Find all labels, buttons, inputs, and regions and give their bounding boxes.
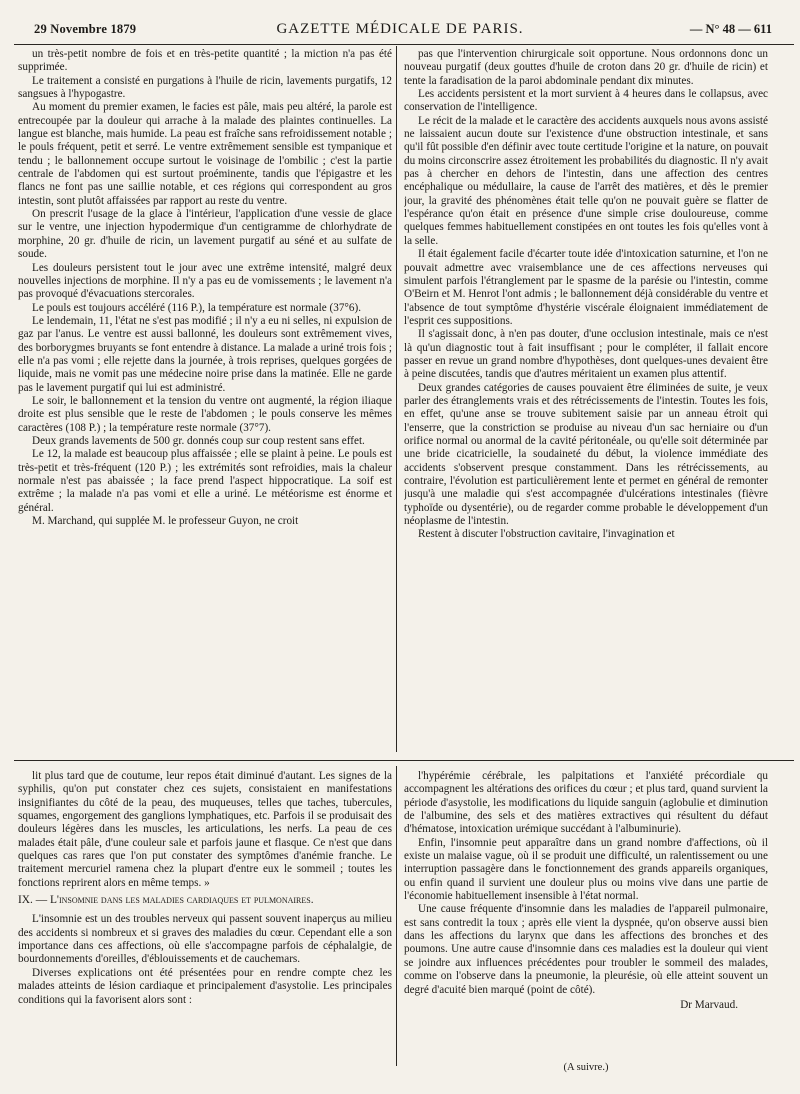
paragraph: l'hypérémie cérébrale, les palpitations et l'anxiété précordiale qu accompagnent les altérations des orifices du cœur ; et plus tard, quand survient la période d'asystolie, les modifications du liquide sanguin (aglobulie et diminution de l'albumine, des sels et des matières extractives qui résultent du défaut d'hématose, intoxication urémique succédant à l'albuminurie). — [404, 770, 768, 836]
paragraph: Le pouls est toujours accéléré (116 P.), la température est normale (37°6). — [32, 301, 362, 314]
paragraph: Deux grands lavements de 500 gr. donnés coup sur coup restent sans effet. — [32, 434, 365, 447]
section-heading: IX. — L'insomnie dans les maladies cardiaques et pulmonaires. — [18, 894, 314, 907]
paragraph: Le 12, la malade est beaucoup plus affaissée ; elle se plaint à peine. Le pouls est très-petit et très-fréquent (120 P.) ; les extrémités sont refroidies, mais la chaleur normale n'est pas abaissée ; la face prend l'aspect hippocratique. La soif est extrême ; la malade n'a pas vomi et elle a uriné. Le météorisme est énorme et général. — [18, 448, 392, 514]
section-rule — [14, 760, 794, 761]
column-top-left — [18, 48, 392, 748]
journal-title: GAZETTE MÉDICALE DE PARIS. — [276, 21, 524, 37]
to-be-continued: (A suivre.) — [563, 1062, 609, 1073]
paragraph: Enfin, l'insomnie peut apparaître dans un grand nombre d'affections, où il existe un malaise vague, où il se produit une difficulté, un ralentissement ou une interruption passagère dans le fonctionnement des grands appareils organiques, ou enfin quand il survient une douleur plus ou moins vive dans une partie de l'économie habituellement insensible à l'état normal. — [404, 836, 768, 903]
paragraph: Diverses explications ont été présentées pour en rendre compte chez les malades atteints de lésion cardiaque et principalement d'asystolie. Les principales conditions qui la favorisent alors sont : — [18, 966, 392, 1006]
column-divider-top — [396, 46, 397, 752]
paragraph: Les accidents persistent et la mort survient à 4 heures dans le collapsus, avec conservation de l'intelligence. — [404, 88, 768, 114]
paragraph: Une cause fréquente d'insomnie dans les maladies de l'appareil pulmonaire, est sans contredit la toux ; après elle vient la dyspnée, qu'on observe aussi bien dans les affections du larynx que dans les affections des bronches et des poumons. Une autre cause d'insomnie dans ces maladies est la douleur qui vient se joindre aux influences précédentes pour troubler le sommeil des malades, comme on l'observe dans la pneumonie, la pleurésie, où elle atteint souvent un degré d'acuité bien marqué (point de côté). — [404, 903, 768, 996]
paragraph: Le traitement a consisté en purgations à l'huile de ricin, lavements purgatifs, 12 sangsues à l'hypogastre. — [18, 74, 392, 101]
paragraph: Il s'agissait donc, à n'en pas douter, d'une occlusion intestinale, mais ce n'est là qu'un diagnostic tout à fait insuffisant ; pour le compléter, il fallait encore passer en revue un grand nombre d'hypothèses, dont quelques-unes devaient être à peine discutées, tandis que d'autres méritaient un examen plus attentif. — [404, 328, 768, 381]
paragraph: pas que l'intervention chirurgicale soit opportune. Nous ordonnons donc un nouveau purgatif (deux gouttes d'huile de croton dans 20 gr. d'huile de ricin) et tente la faradisation de la paroi abdominale pendant dix minutes. — [404, 48, 768, 87]
column-divider-bottom — [396, 766, 397, 1066]
paragraph: Il était également facile d'écarter toute idée d'intoxication saturnine, et l'on ne pouvait admettre avec vraisemblance une de ces affections nerveuses qui simulent parfois l'étranglement par le spasme de la parésie ou l'intestin, comme O'Beirn et M. Henrot l'ont admis ; le ballonnement déjà considérable du ventre et l'absence de tout symptôme d'hystérie viscérale éloignaient immédiatement de l'esprit ces suppositions. — [404, 248, 768, 327]
paragraph: L'insomnie est un des troubles nerveux qui passent souvent inaperçus au milieu des accidents si nombreux et si graves des maladies du cœur. Cependant elle a son importance dans ces affections, où elle s'accompagne parfois de céphalalgie, de bourdonnements d'oreilles, d'éblouissements et de cauchemars. — [18, 913, 392, 966]
paragraph: Deux grandes catégories de causes pouvaient être éliminées de suite, je veux parler des étranglements vrais et des rétrécissements de l'intestin. Toutes les fois, en effet, qu'une anse se trouve subitement saisie par un anneau étroit qui l'enserre, que la constriction se produise au niveau d'un sac herniaire ou d'un orifice normal ou anormal de la cavité péritonéale, ou qu'elle soit déterminée par une bride cicatricielle, la soudaineté du début, la violence immédiate des accidents s'observent presque constamment. Dans les rétrécissements, au contraire, l'évolution est particulièrement lente et permet en général de remonter jusqu'à une maladie qui s'est accompagnée d'ulcérations intestinales (fièvre typhoïde ou dysentérie), ou de regarder comme probable le développement d'un néoplasme de l'intestin. — [404, 381, 768, 528]
issue-number-page: — N° 48 — 611 — [689, 22, 772, 36]
paragraph: Les douleurs persistent tout le jour avec une extrême intensité, malgré deux nouvelles injections de morphine. Il n'y a pas eu de vomissements ; le lavement n'a pas provoqué d'évacuations stercorales. — [18, 261, 392, 301]
issue-date: 29 Novembre 1879 — [34, 22, 137, 36]
paragraph: un très-petit nombre de fois et en très-petite quantité ; la miction n'a pas été supprimée. — [18, 48, 392, 74]
paragraph: On prescrit l'usage de la glace à l'intérieur, l'application d'une vessie de glace sur le ventre, une injection hypodermique d'un centigramme de chlorhydrate de morphine, 20 gr. d'huile de ricin, un lavement purgatif au séné et au sulfate de soude. — [18, 208, 392, 261]
author-signature: Dr Marvaud. — [680, 998, 738, 1011]
paragraph: Au moment du premier examen, le facies est pâle, mais peu altéré, la parole est entrecoupée par la douleur qui arrache à la malade des plaintes continuelles. La langue est blanche, mais humide. La peau est fraîche sans refroidissement notable ; le pouls fréquent, petit et serré. Le ventre extrêmement sensible est tympanique et tendu ; le ballonnement occupe surtout le voisinage de l'ombilic ; c'est la partie centrale de l'abdomen qui est surtout proéminente, tandis que l'épigastre et les flancs ne font pas une saillie notable, et ces régions qui correspondent au gros intestin, sont plutôt affaissées par rapport au reste du ventre. — [18, 101, 392, 207]
column-top-right — [404, 48, 768, 748]
paragraph: Le soir, le ballonnement et la tension du ventre ont augmenté, la région iliaque droite est plus sensible que le reste de l'abdomen ; le pouls conserve les mêmes caractères (108 P.) ; la température reste normale (37°7). — [18, 394, 392, 434]
page-header — [14, 18, 786, 44]
paragraph: Le récit de la malade et le caractère des accidents auxquels nous avons assisté ne laissaient aucun doute sur l'existence d'une obstruction intestinale, et sans qu'il fût possible d'en définir avec toute certitude l'origine et la nature, on pouvait du moins circonscrire assez étroitement les probabilités du diagnostic. Il n'y avait pas à chercher en dehors de l'intestin, dans une affection des centres encéphalique ou médullaire, la cause de l'arrêt des matières, et dès le premier jour, la gravité des phénomènes était telle qu'on ne pouvait guère se flatter de l'espérance qu'on était en présence d'une simple crise douloureuse, comme quelques femmes habituellement constipées en ont toutes les fois qu'elles vont à la selle. — [404, 114, 768, 247]
paragraph: Restent à discuter l'obstruction cavitaire, l'invagination et — [418, 528, 675, 541]
paragraph: lit plus tard que de coutume, leur repos était diminué d'autant. Les signes de la syphilis, qu'on put constater chez ces sujets, consistaient en manifestations insignifiantes du côté de la peau, des muqueuses, telles que taches, tubercules, squames, engorgement des ganglions lymphatiques, etc. Parfois il se produisait des douleurs légères dans les muscles, les articulations, les nerfs. La peau de ces malades était pâle, d'une couleur sale et parfois jaune et flasque. Ce n'est que dans quelques cas rares que l'on put constater des symptômes d'anémie franche. Le traitement mercuriel ramena chez la plupart d'entre eux le sommeil ; toutes les fonctions reprirent alors en même temps. » — [18, 770, 392, 889]
paragraph: Le lendemain, 11, l'état ne s'est pas modifié ; il n'y a eu ni selles, ni expulsion de gaz par l'anus. Le ventre est aussi ballonné, les douleurs sont extrêmement vives, des borborygmes bruyants se font entendre à distance. La malade a uriné trois fois ; elle n'a pas vomi ; elle rejette dans la journée, à trois reprises, quelques gorgées de liquide, mais ne vomit pas une médecine noire prise dans la matinée. Elle ne garde pas le lavement purgatif qui lui est administré. — [18, 314, 392, 394]
paragraph: M. Marchand, qui supplée M. le professeur Guyon, ne croit — [32, 515, 299, 528]
column-bottom-left — [18, 770, 392, 1070]
column-bottom-right — [404, 770, 768, 1040]
header-rule — [14, 44, 794, 45]
